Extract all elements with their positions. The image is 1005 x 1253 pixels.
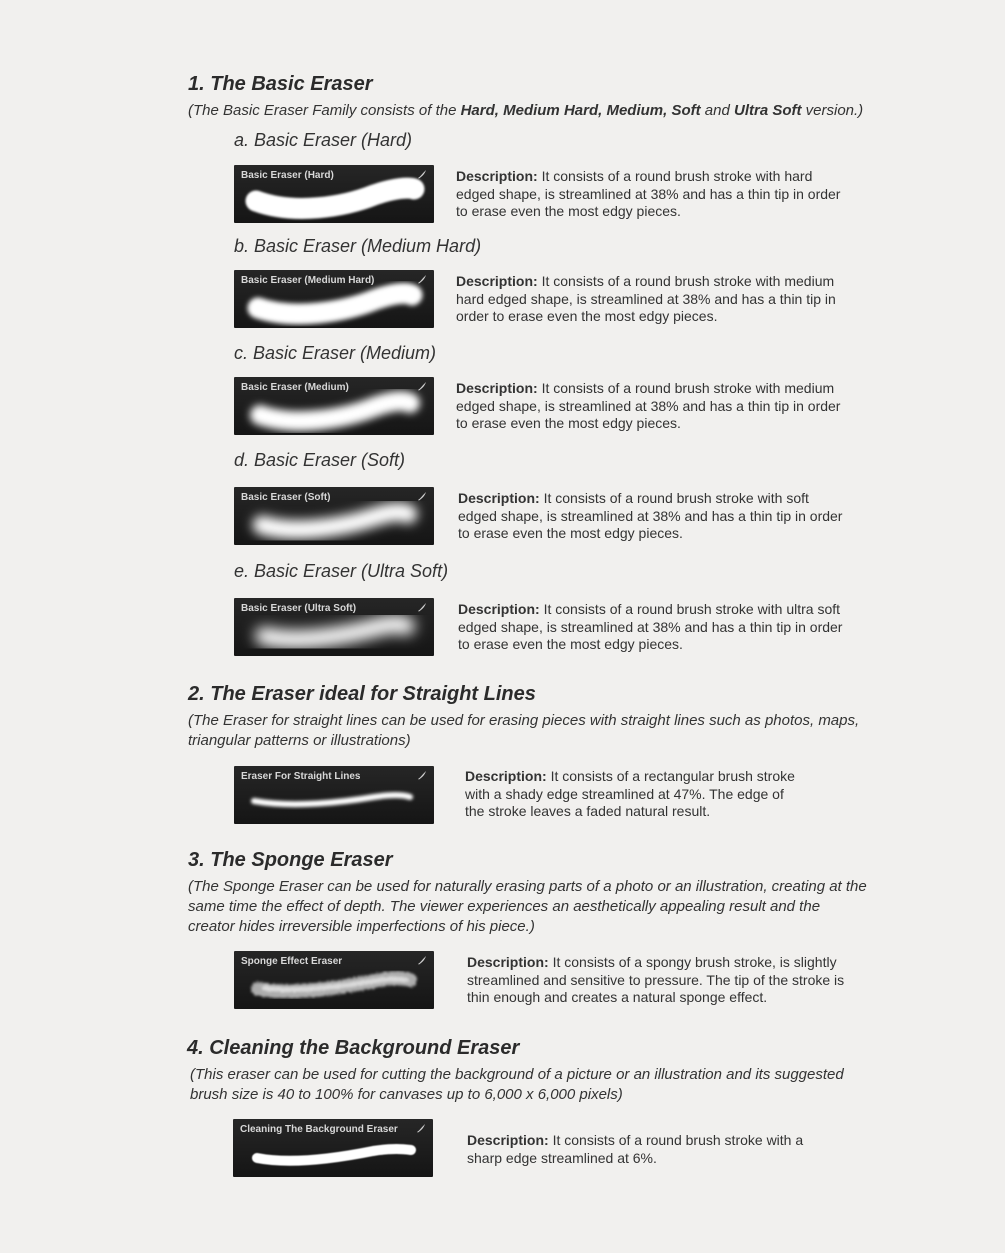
brush-preview-background (233, 1119, 433, 1177)
sub-heading-medium: c. Basic Eraser (Medium) (234, 343, 437, 363)
section-1-intro (188, 101, 863, 121)
brush-icon (415, 1122, 427, 1134)
intro-text: and (700, 102, 734, 119)
brush-label: Sponge Effect Eraser (241, 956, 343, 967)
brush-icon (416, 273, 428, 285)
description-medium-hard (456, 273, 846, 326)
brush-icon (416, 490, 428, 502)
description-text: It consists of a round brush stroke with medium hard edged shape, is streamlined at 38% and has a thin tip in order to erase even the most edgy pieces. (456, 273, 836, 324)
description-hard (456, 168, 841, 221)
description-label: Description: (456, 380, 538, 396)
section-1-title: 1. The Basic Eraser (188, 73, 373, 95)
brush-label: Basic Eraser (Ultra Soft) (241, 603, 357, 614)
description-label: Description: (458, 601, 540, 617)
description-text: It consists of a spongy brush stroke, is slightly streamlined and sensitive to pressure. The tip of the stroke is thin enough and creates a natural sponge effect. (467, 954, 845, 1005)
description-label: Description: (456, 273, 538, 289)
brush-icon (416, 601, 428, 613)
section-4-intro: (This eraser can be used for cutting the background of a picture or an illustration and its suggested brush size is 40 to 100% for canvases up to 6,000 x 6,000 pixels) (190, 1066, 844, 1103)
brush-preview-hard (234, 165, 434, 223)
description-label: Description: (458, 490, 540, 506)
intro-text: version.) (801, 102, 864, 119)
brush-preview-straight-lines (234, 766, 434, 824)
brush-icon (416, 380, 428, 392)
brush-label: Basic Eraser (Medium Hard) (241, 275, 375, 286)
description-text: It consists of a round brush stroke with medium edged shape, is streamlined at 38% and has a thin tip in order to erase even the most edgy pieces. (456, 380, 841, 431)
intro-bold-text: Hard, Medium Hard, Medium, Soft (460, 102, 701, 119)
brush-label: Cleaning The Background Eraser (240, 1124, 398, 1135)
description-label: Description: (465, 768, 547, 784)
description-ultra-soft (458, 601, 843, 654)
brush-icon (416, 769, 428, 781)
sub-heading-medium-hard: b. Basic Eraser (Medium Hard) (234, 236, 482, 256)
description-label: Description: (456, 168, 538, 184)
intro-text: (The Basic Eraser Family consists of the (188, 102, 461, 119)
section-3-title: 3. The Sponge Eraser (188, 849, 393, 871)
brush-preview-ultra-soft (234, 598, 434, 656)
description-sponge (467, 954, 857, 1007)
section-3-intro: (The Sponge Eraser can be used for naturally erasing parts of a photo or an illustration, creating at the same time the effect of depth. The viewer experiences an aesthetically appealing result and the creator hides irreversible imperfections of his piece.) (188, 878, 867, 935)
brush-label: Basic Eraser (Medium) (241, 382, 349, 393)
description-straight-lines (465, 768, 800, 821)
brush-icon (416, 168, 428, 180)
brush-label: Basic Eraser (Hard) (241, 170, 334, 181)
section-2-title: 2. The Eraser ideal for Straight Lines (188, 683, 536, 705)
brush-label: Basic Eraser (Soft) (241, 492, 331, 503)
sub-heading-soft: d. Basic Eraser (Soft) (234, 450, 406, 470)
brush-icon (416, 954, 428, 966)
description-medium (456, 380, 846, 433)
description-text: It consists of a round brush stroke with a sharp edge streamlined at 6%. (467, 1132, 804, 1166)
description-text: It consists of a round brush stroke with soft edged shape, is streamlined at 38% and has a thin tip in order to erase even the most edgy pieces. (458, 490, 843, 541)
brush-preview-soft (234, 487, 434, 545)
brush-preview-medium (234, 377, 434, 435)
section-4-title: 4. Cleaning the Background Eraser (187, 1037, 520, 1059)
sub-heading-ultra-soft: e. Basic Eraser (Ultra Soft) (234, 561, 449, 581)
description-background (467, 1132, 827, 1167)
section-2-intro: (The Eraser for straight lines can be used for erasing pieces with straight lines such as photos, maps, triangular patterns or illustrations) (188, 712, 860, 749)
description-soft (458, 490, 843, 543)
description-label: Description: (467, 1132, 549, 1148)
description-label: Description: (467, 954, 549, 970)
description-text: It consists of a round brush stroke with hard edged shape, is streamlined at 38% and has a thin tip in order to erase even the most edgy pieces. (456, 168, 841, 219)
description-text: It consists of a rectangular brush stroke with a shady edge streamlined at 47%. The edge of the stroke leaves a faded natural result. (465, 768, 795, 819)
intro-bold-text: Ultra Soft (733, 102, 802, 119)
brush-preview-medium-hard (234, 270, 434, 328)
brush-preview-sponge (234, 951, 434, 1009)
sub-heading-hard: a. Basic Eraser (Hard) (234, 130, 413, 150)
description-text: It consists of a round brush stroke with ultra soft edged shape, is streamlined at 38% and has a thin tip in order to erase even the most edgy pieces. (458, 601, 843, 652)
brush-label: Eraser For Straight Lines (241, 771, 361, 782)
